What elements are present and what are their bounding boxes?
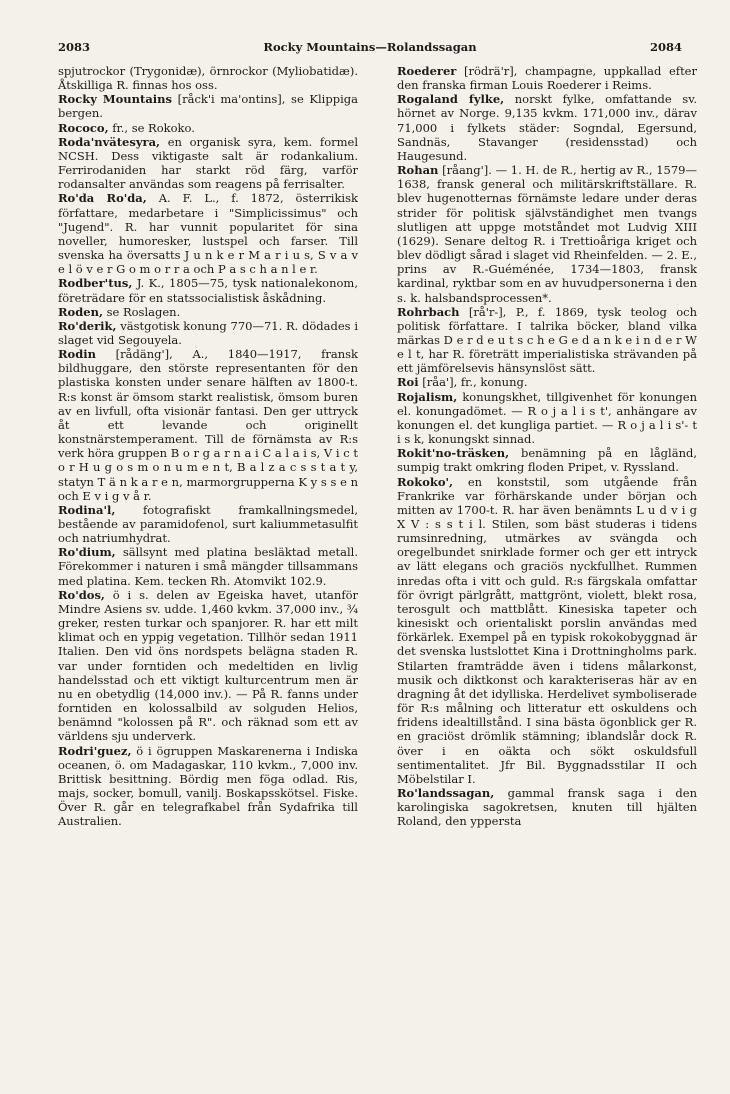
entry-text: J. K., 1805—75, tysk nationalekonom, företrädare för en statssocialistisk åskådning. — [58, 276, 358, 305]
entry-headword: Rohan — [397, 163, 439, 178]
entry-text: [råa'], fr., konung. — [418, 375, 528, 390]
entry-headword: Rokoko', — [397, 474, 454, 489]
entry-text: gammal fransk saga i den karolingiska sagokretsen, knuten till hjälten Roland, den yppersta — [397, 785, 697, 829]
entry-text: [rå'r-], P., f. 1869, tysk teolog och politisk författare. I talrika böcker, bland vilka märkas D e r d e u t s c h e G e d a n k e i n d e r W e l t, har R. företrätt imperialistiska strävanden på ett jämförelsevis hänsynslöst sätt. — [397, 304, 697, 376]
entry-headword: Rodber'tus, — [58, 276, 133, 291]
dictionary-entry — [58, 121, 358, 135]
entry-headword: Rodri'guez, — [58, 743, 132, 758]
dictionary-entry — [397, 446, 697, 474]
dictionary-entry — [397, 64, 697, 92]
entry-text: ö i ögruppen Maskarenerna i Indiska oceanen, ö. om Madagaskar, 110 kvkm., 7,000 inv. Brittisk besittning. Bördig men föga odlad. Ris, majs, socker, bomull, vanilj. Boskapsskötsel. Fiske. Över R. går en telegrafkabel från Sydafrika till Australien. — [58, 743, 358, 829]
entry-text: [rödrä'r], champagne, uppkallad efter den franska firman Louis Roederer i Reims. — [397, 64, 697, 93]
entry-text: ö i s. delen av Egeiska havet, utanför Mindre Asiens sv. udde. 1,460 kvkm. 37,000 inv., ¾ greker, resten turkar och spanjorer. R. har ett milt klimat och en yppig vegetation. Tillhör sedan 1911 Italien. Den vid öns nordspets belägna staden R. var under forntiden och medeltiden en livlig handelsstad och ett viktigt kulturcentrum men är nu en obetydlig (14,000 inv.). — På R. fanns under forntiden en kolossalbild av solguden Helios, benämnd "kolossen på R". och räknad som ett av världens sju underverk. — [58, 587, 358, 744]
dictionary-entry — [58, 92, 358, 120]
entry-text: norskt fylke, omfattande sv. hörnet av Norge. 9,135 kvkm. 171,000 inv., därav 71,000 i fylkets städer: Sogndal, Egersund, Sandnäs, Stavanger (residensstad) och Haugesund. — [397, 92, 698, 163]
entry-text: fotografiskt framkallningsmedel, bestående av paramidofenol, surt kaliummetasulfit och natriumhydrat. — [58, 502, 358, 546]
entry-headword: Rodina'l, — [58, 502, 116, 517]
entry-text: spjutrockor (Trygonidæ), örnrockor (Myliobatidæ). Åtskilliga R. finnas hos oss. — [58, 64, 358, 93]
dictionary-entry — [58, 503, 358, 545]
left-column — [58, 64, 358, 828]
entry-headword: Rokit'no-träsken, — [397, 446, 510, 461]
dictionary-entry — [397, 390, 697, 447]
entry-headword: Roederer — [397, 64, 457, 78]
entry-text: en organisk syra, kem. formel NCSH. Dess viktigaste salt är rodankalium. Ferrirodaniden har starkt röd färg, varför rodansalter användas som reagens på ferrisalter. — [58, 134, 358, 192]
entry-text: en konststil, som utgående från Frankrike var förhärskande under början och mitten av 1700-t. R. har även benämnts L u d v i g X V : s s t i l. Stilen, som bäst studeras i tidens rumsinredning, utmärkes av svängda och oregelbundet snirklade former och ger ett intryck av lätt elegans och graciös nyckfullhet. Rummen inredas ofta i vitt och guld. R:s färgskala omfattar för övrigt pärlgrått, mattgrönt, violett, blekt rosa, terosgult och mattblått. Kinesiska tapeter och kinesiskt och orientaliskt porslin användas med förkärlek. Exempel på en typisk rokokobyggnad är det svenska lustslottet Kina i Drottningholms park. Stilarten framträdde även i tidens målarkonst, musik och diktkonst och karakteriseras här av en dragning åt det idylliska. Herdelivet symboliserade för R:s målning och litteratur ett oskuldens och fridens idealtillstånd. I sina bästa ögonblick ger R. en graciöst drömlik stämning; iblandslår dock R. över i en oäkta och sökt oskuldsfull sentimentalitet. Jfr Bil. Byggnadsstilar II och Möbelstilar I. — [397, 474, 697, 786]
entry-headword: Ro'da Ro'da, — [58, 191, 147, 206]
entry-headword: Ro'dos, — [58, 587, 105, 602]
entry-text: sällsynt med platina besläktad metall. Förekommer i naturen i små mängder tillsammans med platina. Kem. tecken Rh. Atomvikt 102.9. — [58, 545, 358, 588]
entry-text: västgotisk konung 770—71. R. dödades i slaget vid Segouyela. — [58, 318, 358, 347]
dictionary-entry — [58, 545, 358, 587]
entry-text: A. F. L., f. 1872, österrikisk författare, medarbetare i "Simplicissimus" och "Jugend". R. har vunnit popularitet för sina noveller, humoresker, lustspel och farser. Till svenska ha översatts J u n k e r M a r i u s, S v a v e l ö v e r G o m o r r a och P a s c h a n l e r. — [58, 191, 358, 277]
entry-text: [rådäng'], A., 1840—1917, fransk bildhuggare, den störste representanten för den plastiska konsten under senare hälften av 1800-t. R:s konst är ömsom starkt realistisk, ömsom buren av en livfull, ofta visionär fantasi. Den ger uttryck åt ett levande och originellt konstnärstemperament. Till de förnämsta av R:s verk höra gruppen B o r g a r n a i C a l a i s, V i c t o r H u g o s m o n u m e n t, B a l z a c s s t a t y, statyn T ä n k a r e n, marmorgrupperna K y s s e n och E v i g v å r. — [58, 347, 358, 503]
entry-headword: Rodin — [58, 347, 96, 362]
dictionary-entry — [58, 64, 358, 92]
entry-text: konungskhet, tillgivenhet för konungen el. konungadömet. — R o j a l i s t', anhängare av konungen el. det kungliga partiet. — R o j a l i s'- t i s k, konungskt sinnad. — [397, 389, 697, 447]
entry-headword: Rojalism, — [397, 389, 458, 404]
entry-text: [råang']. — 1. H. de R., hertig av R., 1579—1638, fransk general och militärskriftställare. R. blev hugenotternas förnämste ledare under deras strider för politisk självständighet men tvangs slutligen att uppge motståndet mot Ludvig XIII (1629). Senare deltog R. i Trettioåriga kriget och blev dödligt sårad i slaget vid Rheinfelden. — 2. E., prins av R.-Guéménée, 1734—1803, fransk kardinal, ryktbar som en av huvudpersonerna i den s. k. halsbandsprocessen*. — [397, 163, 697, 305]
entry-headword: Roi — [397, 375, 419, 390]
entry-headword: Rohrbach — [397, 304, 460, 319]
dictionary-entry — [58, 191, 358, 276]
dictionary-entry — [58, 305, 358, 319]
page-number-right: 2084 — [649, 40, 682, 54]
dictionary-entry — [397, 375, 697, 389]
running-title: Rocky Mountains—Rolandssagan — [263, 40, 477, 54]
running-head — [58, 40, 682, 60]
entry-headword: Rogaland fylke, — [397, 92, 505, 107]
dictionary-entry — [397, 92, 697, 163]
dictionary-entry — [58, 588, 358, 744]
entry-headword: Ro'dium, — [58, 545, 116, 560]
page-number-left: 2083 — [58, 40, 91, 54]
dictionary-entry — [397, 305, 697, 376]
dictionary-entry — [58, 135, 358, 192]
entry-text: [råck'i ma'ontins], se Klippiga bergen. — [58, 92, 358, 121]
entry-headword: Rocky Mountains — [58, 92, 172, 107]
entry-text: se Roslagen. — [102, 304, 181, 319]
entry-headword: Ro'landssagan, — [397, 785, 495, 800]
entry-text: fr., se Rokoko. — [108, 120, 195, 135]
dictionary-entry — [58, 319, 358, 347]
entry-headword: Ro'derik, — [58, 318, 117, 333]
entry-headword: Roden, — [58, 304, 103, 319]
right-column — [397, 64, 697, 828]
dictionary-entry — [58, 276, 358, 304]
dictionary-entry — [397, 475, 697, 786]
dictionary-entry — [397, 163, 697, 305]
dictionary-entry — [397, 786, 697, 828]
dictionary-entry — [58, 347, 358, 503]
entry-text: benämning på en lågländ, sumpig trakt omkring floden Pripet, v. Ryssland. — [397, 446, 697, 475]
dictionary-entry — [58, 744, 358, 829]
entry-headword: Roda'nvätesyra, — [58, 134, 161, 149]
entry-headword: Rococo, — [58, 120, 109, 135]
